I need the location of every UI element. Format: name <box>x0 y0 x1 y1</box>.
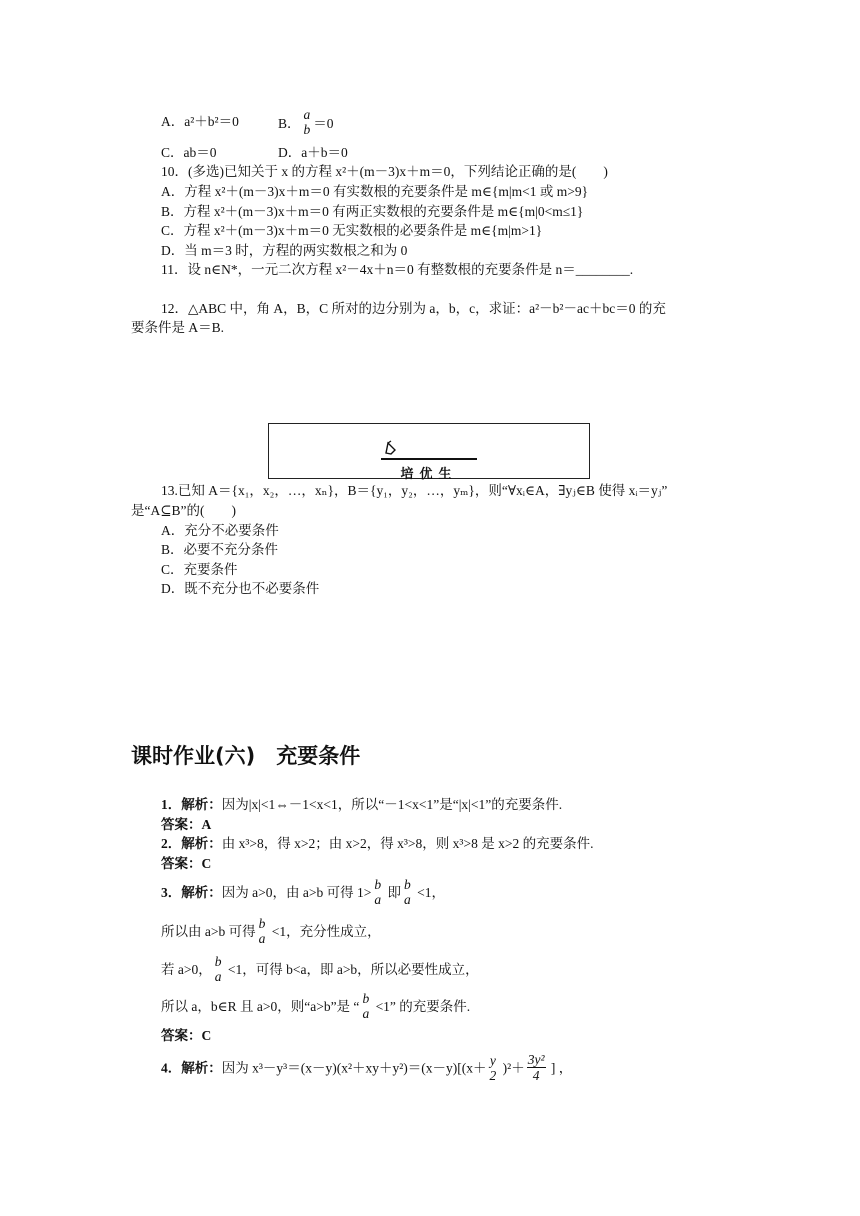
fraction-b-over-a <box>403 877 412 907</box>
q10-option-a: A．方程 x²＋(m－3)x＋m＝0 有实数根的充要条件是 m∈{m|m<1 或 m>9} <box>161 184 589 199</box>
q10-option-c: C．方程 x²＋(m－3)x＋m＝0 无实数根的必要条件是 m∈{m|m>1} <box>161 223 543 238</box>
q13-option-b: B．必要不充分条件 <box>161 542 279 557</box>
q9-option-b-prefix: B． <box>278 116 301 132</box>
q13-option-c: C．充要条件 <box>161 562 238 577</box>
fraction-numerator: y <box>489 1052 496 1068</box>
banner-rule <box>381 458 477 460</box>
answer-1-analysis <box>161 796 562 814</box>
q9-option-b-suffix: ＝0 <box>313 116 334 132</box>
answer-4-line-1 <box>161 1052 573 1083</box>
answer-3-text: <1，充分性成立， <box>268 924 381 940</box>
fraction-b-over-a <box>214 954 223 984</box>
q9-option-a: A．a²＋b²＝0 <box>161 114 239 129</box>
answer-3-line-2 <box>161 916 381 946</box>
answer-3-text: <1” 的充要条件. <box>372 999 471 1015</box>
q13-line-1: 13.已知 A＝{x₁，x₂，…，xₙ}，B＝{y₁，y₂，…，yₘ}，则“∀xᵢ∈A，∃yⱼ∈B 使得 xᵢ＝yⱼ” <box>161 483 668 498</box>
fraction-y-over-2 <box>489 1053 498 1083</box>
answer-3-text: <1， <box>413 885 445 901</box>
q9-option-b-fraction <box>303 107 312 137</box>
answer-3-line-1 <box>161 877 445 907</box>
answer-4-text: )²＋ <box>499 1060 525 1076</box>
q10-option-b: B．方程 x²＋(m－3)x＋m＝0 有两正实数根的充要条件是 m∈{m|0<m≤1} <box>161 204 584 219</box>
answer-3-text: 因为 a>0，由 a>b 可得 1> <box>221 885 372 901</box>
answer-1-result: 答案：A <box>161 817 212 832</box>
fraction-numerator: b <box>403 877 411 892</box>
q12-line-2: 要条件是 A＝B. <box>131 320 225 335</box>
fraction-denominator: 2 <box>489 1067 497 1083</box>
fraction-b-over-a <box>258 916 267 946</box>
answer-3-line-4 <box>161 991 471 1021</box>
answer-4-text: ] ， <box>547 1060 573 1076</box>
answer-3-line-3 <box>161 954 479 984</box>
fraction-numerator: b <box>362 991 370 1006</box>
answer-4-label: 4．解析： <box>161 1060 222 1076</box>
fraction-numerator: b <box>214 954 222 969</box>
fraction-numerator: b <box>374 877 382 892</box>
fraction-numerator: a <box>303 107 311 122</box>
fraction-numerator: 3y² <box>527 1052 545 1067</box>
banner-label: 培优生 <box>400 467 458 482</box>
q13-option-a: A．充分不必要条件 <box>161 523 279 538</box>
q9-option-b <box>278 107 334 137</box>
answer-3-label: 3．解析： <box>161 885 222 901</box>
answer-2-text: 由 x³>8，得 x>2；由 x>2，得 x³>8，则 x³>8 是 x>2 的充要条件. <box>221 836 594 851</box>
q13-line-2: 是“A⊆B”的( ) <box>131 503 237 518</box>
answer-2-result: 答案：C <box>161 856 212 871</box>
q9-option-c: C．ab＝0 <box>161 145 217 160</box>
answer-2-label: 2．解析： <box>161 836 222 851</box>
q10-option-d: D．当 m＝3 时，方程的两实数根之和为 0 <box>161 243 408 258</box>
answer-2-analysis <box>161 835 593 853</box>
answer-1-text: 因为|x|<1⇔－1<x<1，所以“－1<x<1”是“|x|<1”的充要条件. <box>221 797 563 812</box>
fraction-b-over-a <box>361 991 370 1021</box>
fraction-3y2-over-4 <box>527 1052 546 1083</box>
section-title: 课时作业(六) 充要条件 <box>131 744 361 768</box>
fraction-denominator: a <box>362 1006 370 1021</box>
fraction-numerator: b <box>258 916 266 931</box>
fraction-denominator: a <box>258 931 266 946</box>
q11-stem: 11．设 n∈N*，一元二次方程 x²－4x＋n＝0 有整数根的充要条件是 n＝________. <box>161 262 634 277</box>
fraction-denominator: a <box>374 892 382 907</box>
fraction-denominator: a <box>403 892 411 907</box>
answer-3-text: <1，可得 b<a，即 a>b，所以必要性成立， <box>224 962 479 978</box>
fraction-denominator: 4 <box>532 1068 540 1083</box>
pen-icon <box>383 440 399 456</box>
answer-3-text: 所以由 a>b 可得 <box>161 924 256 940</box>
answer-1-label: 1．解析： <box>161 797 222 812</box>
q12-line-1: 12．△ABC 中，角 A，B，C 所对的边分别为 a，b，c，求证：a²－b²－ac＋bc＝0 的充 <box>161 301 666 316</box>
answer-3-text: 即 <box>384 885 401 901</box>
fraction-denominator: b <box>303 122 311 137</box>
q13-option-d: D．既不充分也不必要条件 <box>161 581 320 596</box>
answer-3-text: 所以 a，b∈R 且 a>0，则“a>b”是 “ <box>161 999 360 1015</box>
advanced-section-banner <box>268 423 590 482</box>
fraction-b-over-a <box>373 877 382 907</box>
q9-option-d: D．a＋b＝0 <box>278 145 348 160</box>
answer-4-text: 因为 x³－y³＝(x－y)(x²＋xy＋y²)＝(x－y)[(x＋ <box>221 1060 487 1076</box>
q10-stem: 10．(多选)已知关于 x 的方程 x²＋(m－3)x＋m＝0，下列结论正确的是( ) <box>161 164 608 179</box>
fraction-denominator: a <box>214 969 222 984</box>
answer-3-text: 若 a>0， <box>161 962 212 978</box>
answer-3-result: 答案：C <box>161 1028 212 1043</box>
